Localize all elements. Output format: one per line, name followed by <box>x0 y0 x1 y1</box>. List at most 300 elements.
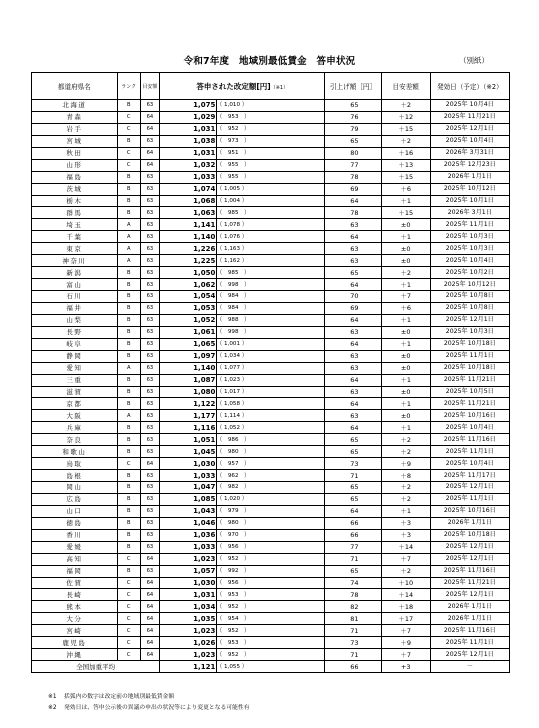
revised-wage-cell: 1,122 <box>160 398 216 410</box>
table-row <box>32 410 510 422</box>
revised-wage-cell: 1,046 <box>160 517 216 529</box>
table-row <box>32 207 510 219</box>
average-increase-cell: 66 <box>325 661 381 673</box>
increase-cell: 63 <box>325 326 381 338</box>
revised-wage-cell: 1,050 <box>160 267 216 279</box>
revised-wage-cell: 1,032 <box>160 159 216 171</box>
table-row <box>32 135 510 147</box>
effective-date-cell: 2025年 11月1日 <box>430 350 509 362</box>
prefecture-cell: 青森 <box>32 111 118 123</box>
guideline-diff-cell: ＋15 <box>381 171 430 183</box>
revised-wage-cell: 1,023 <box>160 625 216 637</box>
increase-cell: 63 <box>325 410 381 422</box>
rank-cell: B <box>117 135 140 147</box>
revised-wage-cell: 1,097 <box>160 350 216 362</box>
guideline-cell: 63 <box>140 482 160 494</box>
effective-date-cell: 2025年 11月1日 <box>430 493 509 505</box>
guideline-diff-cell: ＋12 <box>381 111 430 123</box>
prefecture-cell: 山梨 <box>32 314 118 326</box>
increase-cell: 66 <box>325 517 381 529</box>
revised-wage-cell: 1,031 <box>160 123 216 135</box>
prefecture-cell: 茨城 <box>32 183 118 195</box>
guideline-diff-cell: ±0 <box>381 219 430 231</box>
effective-date-cell: 2025年 11月16日 <box>430 565 509 577</box>
previous-wage-cell: （ 952 ） <box>216 601 325 613</box>
previous-wage-cell: （ 973 ） <box>216 135 325 147</box>
effective-date-cell: 2025年 10月18日 <box>430 338 509 350</box>
increase-cell: 70 <box>325 291 381 303</box>
effective-date-cell: 2025年 11月16日 <box>430 434 509 446</box>
prefecture-cell: 福岡 <box>32 565 118 577</box>
table-row <box>32 183 510 195</box>
effective-date-cell: 2026年 1月1日 <box>430 171 509 183</box>
guideline-diff-cell: ＋2 <box>381 267 430 279</box>
guideline-cell: 63 <box>140 386 160 398</box>
prefecture-cell: 長崎 <box>32 589 118 601</box>
guideline-cell: 64 <box>140 147 160 159</box>
prefecture-cell: 山形 <box>32 159 118 171</box>
previous-wage-cell: （ 985 ） <box>216 207 325 219</box>
revised-wage-cell: 1,054 <box>160 291 216 303</box>
rank-cell: A <box>117 219 140 231</box>
table-row <box>32 422 510 434</box>
table-header-row <box>32 73 510 100</box>
table-body <box>32 100 510 673</box>
effective-date-cell: 2025年 11月16日 <box>430 625 509 637</box>
rank-cell: B <box>117 422 140 434</box>
previous-wage-cell: （ 1,034 ） <box>216 350 325 362</box>
rank-cell: B <box>117 171 140 183</box>
table-row <box>32 529 510 541</box>
rank-cell: A <box>117 410 140 422</box>
table-row <box>32 231 510 243</box>
prefecture-cell: 埼玉 <box>32 219 118 231</box>
previous-wage-cell: （ 1,001 ） <box>216 338 325 350</box>
guideline-cell: 63 <box>140 529 160 541</box>
increase-cell: 79 <box>325 123 381 135</box>
table-row <box>32 147 510 159</box>
effective-date-cell: 2025年 12月1日 <box>430 482 509 494</box>
guideline-diff-cell: ＋1 <box>381 314 430 326</box>
prefecture-cell: 愛知 <box>32 362 118 374</box>
increase-cell: 63 <box>325 386 381 398</box>
effective-date-cell: 2025年 12月1日 <box>430 541 509 553</box>
guideline-cell: 63 <box>140 100 160 112</box>
guideline-cell: 63 <box>140 565 160 577</box>
table-row <box>32 625 510 637</box>
guideline-diff-cell: ＋2 <box>381 100 430 112</box>
rank-cell: A <box>117 362 140 374</box>
table-row <box>32 601 510 613</box>
prefecture-cell: 和歌山 <box>32 446 118 458</box>
average-row <box>32 661 510 673</box>
effective-date-cell: 2025年 10月12日 <box>430 279 509 291</box>
previous-wage-cell: （ 1,052 ） <box>216 422 325 434</box>
rank-cell: C <box>117 111 140 123</box>
table-row <box>32 470 510 482</box>
guideline-cell: 63 <box>140 398 160 410</box>
effective-date-cell: 2025年 10月4日 <box>430 422 509 434</box>
table-row <box>32 553 510 565</box>
guideline-cell: 63 <box>140 434 160 446</box>
effective-date-cell: 2025年 10月3日 <box>430 326 509 338</box>
effective-date-cell: 2025年 10月4日 <box>430 458 509 470</box>
table-row <box>32 458 510 470</box>
guideline-cell: 63 <box>140 470 160 482</box>
prefecture-cell: 沖縄 <box>32 649 118 661</box>
increase-cell: 74 <box>325 577 381 589</box>
increase-cell: 64 <box>325 505 381 517</box>
increase-cell: 63 <box>325 350 381 362</box>
guideline-diff-cell: ＋15 <box>381 207 430 219</box>
revised-wage-cell: 1,023 <box>160 553 216 565</box>
annex-label: （別紙） <box>459 56 489 65</box>
table-row <box>32 291 510 303</box>
guideline-cell: 63 <box>140 135 160 147</box>
prefecture-cell: 兵庫 <box>32 422 118 434</box>
previous-wage-cell: （ 952 ） <box>216 625 325 637</box>
guideline-cell: 64 <box>140 159 160 171</box>
revised-wage-cell: 1,033 <box>160 541 216 553</box>
rank-cell: B <box>117 565 140 577</box>
guideline-cell: 63 <box>140 422 160 434</box>
increase-cell: 63 <box>325 243 381 255</box>
prefecture-cell: 三重 <box>32 374 118 386</box>
previous-wage-cell: （ 1,077 ） <box>216 362 325 374</box>
rank-cell: B <box>117 374 140 386</box>
average-date-cell: － <box>430 661 509 673</box>
guideline-cell: 63 <box>140 267 160 279</box>
effective-date-cell: 2026年 1月1日 <box>430 601 509 613</box>
rank-cell: C <box>117 123 140 135</box>
guideline-diff-cell: ＋9 <box>381 637 430 649</box>
revised-wage-cell: 1,177 <box>160 410 216 422</box>
previous-wage-cell: （ 970 ） <box>216 529 325 541</box>
guideline-cell: 63 <box>140 314 160 326</box>
prefecture-cell: 岩手 <box>32 123 118 135</box>
guideline-diff-cell: ＋7 <box>381 649 430 661</box>
guideline-cell: 64 <box>140 613 160 625</box>
previous-wage-cell: （ 957 ） <box>216 458 325 470</box>
rank-cell: B <box>117 517 140 529</box>
revised-wage-cell: 1,033 <box>160 470 216 482</box>
revised-wage-cell: 1,085 <box>160 493 216 505</box>
guideline-diff-cell: ＋6 <box>381 302 430 314</box>
guideline-diff-cell: ±0 <box>381 410 430 422</box>
rank-cell: B <box>117 482 140 494</box>
rank-cell: A <box>117 231 140 243</box>
rank-cell: B <box>117 314 140 326</box>
guideline-cell: 63 <box>140 255 160 267</box>
guideline-diff-cell: ＋2 <box>381 493 430 505</box>
table-row <box>32 517 510 529</box>
increase-cell: 64 <box>325 398 381 410</box>
effective-date-cell: 2025年 11月1日 <box>430 446 509 458</box>
previous-wage-cell: （ 1,058 ） <box>216 398 325 410</box>
table-row <box>32 159 510 171</box>
guideline-cell: 64 <box>140 111 160 123</box>
increase-cell: 64 <box>325 231 381 243</box>
rank-cell: B <box>117 541 140 553</box>
previous-wage-cell: （ 962 ） <box>216 470 325 482</box>
effective-date-cell: 2025年 10月3日 <box>430 231 509 243</box>
table-row <box>32 171 510 183</box>
prefecture-cell: 宮崎 <box>32 625 118 637</box>
increase-cell: 63 <box>325 255 381 267</box>
effective-date-cell: 2025年 11月21日 <box>430 398 509 410</box>
increase-cell: 64 <box>325 338 381 350</box>
revised-wage-cell: 1,087 <box>160 374 216 386</box>
table-row <box>32 267 510 279</box>
revised-wage-cell: 1,063 <box>160 207 216 219</box>
effective-date-cell: 2025年 10月4日 <box>430 255 509 267</box>
header-revised-wage: 答申された改定額[円]（※1） <box>160 73 325 100</box>
table-row <box>32 350 510 362</box>
guideline-diff-cell: ＋8 <box>381 470 430 482</box>
previous-wage-cell: （ 953 ） <box>216 637 325 649</box>
rank-cell: B <box>117 470 140 482</box>
previous-wage-cell: （ 979 ） <box>216 505 325 517</box>
header-rank: ランク <box>117 73 140 100</box>
rank-cell: C <box>117 147 140 159</box>
effective-date-cell: 2025年 10月5日 <box>430 386 509 398</box>
prefecture-cell: 東京 <box>32 243 118 255</box>
effective-date-cell: 2025年 12月1日 <box>430 123 509 135</box>
guideline-diff-cell: ＋14 <box>381 541 430 553</box>
revised-wage-cell: 1,047 <box>160 482 216 494</box>
prefecture-cell: 北海道 <box>32 100 118 112</box>
guideline-diff-cell: ＋14 <box>381 589 430 601</box>
rank-cell: C <box>117 649 140 661</box>
prefecture-cell: 奈良 <box>32 434 118 446</box>
guideline-cell: 63 <box>140 493 160 505</box>
revised-wage-cell: 1,026 <box>160 637 216 649</box>
guideline-diff-cell: ＋3 <box>381 529 430 541</box>
increase-cell: 63 <box>325 219 381 231</box>
revised-wage-cell: 1,053 <box>160 302 216 314</box>
prefecture-cell: 千葉 <box>32 231 118 243</box>
table-row <box>32 100 510 112</box>
increase-cell: 66 <box>325 529 381 541</box>
guideline-cell: 63 <box>140 338 160 350</box>
guideline-cell: 64 <box>140 577 160 589</box>
previous-wage-cell: （ 998 ） <box>216 326 325 338</box>
effective-date-cell: 2025年 12月1日 <box>430 314 509 326</box>
revised-wage-cell: 1,036 <box>160 529 216 541</box>
guideline-diff-cell: ＋2 <box>381 482 430 494</box>
prefecture-cell: 鳥取 <box>32 458 118 470</box>
effective-date-cell: 2025年 12月1日 <box>430 553 509 565</box>
prefecture-cell: 高知 <box>32 553 118 565</box>
revised-wage-cell: 1,116 <box>160 422 216 434</box>
rank-cell: B <box>117 291 140 303</box>
prefecture-cell: 長野 <box>32 326 118 338</box>
previous-wage-cell: （ 1,010 ） <box>216 100 325 112</box>
rank-cell: C <box>117 625 140 637</box>
increase-cell: 65 <box>325 565 381 577</box>
previous-wage-cell: （ 951 ） <box>216 147 325 159</box>
revised-wage-cell: 1,062 <box>160 279 216 291</box>
revised-wage-cell: 1,030 <box>160 577 216 589</box>
increase-cell: 71 <box>325 625 381 637</box>
previous-wage-cell: （ 984 ） <box>216 302 325 314</box>
revised-wage-cell: 1,030 <box>160 458 216 470</box>
table-row <box>32 493 510 505</box>
rank-cell: C <box>117 577 140 589</box>
revised-wage-cell: 1,075 <box>160 100 216 112</box>
table-row <box>32 434 510 446</box>
table-row <box>32 255 510 267</box>
table-row <box>32 111 510 123</box>
average-diff-cell: +3 <box>381 661 430 673</box>
revised-wage-cell: 1,225 <box>160 255 216 267</box>
guideline-diff-cell: ＋2 <box>381 434 430 446</box>
prefecture-cell: 佐賀 <box>32 577 118 589</box>
guideline-cell: 64 <box>140 458 160 470</box>
guideline-cell: 64 <box>140 625 160 637</box>
rank-cell: B <box>117 326 140 338</box>
guideline-cell: 63 <box>140 541 160 553</box>
table-row <box>32 302 510 314</box>
increase-cell: 65 <box>325 100 381 112</box>
increase-cell: 63 <box>325 362 381 374</box>
previous-wage-cell: （ 988 ） <box>216 314 325 326</box>
increase-cell: 81 <box>325 613 381 625</box>
guideline-diff-cell: ＋1 <box>381 195 430 207</box>
increase-cell: 71 <box>325 553 381 565</box>
footnotes <box>48 692 250 713</box>
guideline-diff-cell: ＋18 <box>381 601 430 613</box>
rank-cell: B <box>117 446 140 458</box>
previous-wage-cell: （ 982 ） <box>216 482 325 494</box>
previous-wage-cell: （ 980 ） <box>216 517 325 529</box>
prefecture-cell: 宮城 <box>32 135 118 147</box>
previous-wage-cell: （ 955 ） <box>216 159 325 171</box>
prefecture-cell: 秋田 <box>32 147 118 159</box>
increase-cell: 82 <box>325 601 381 613</box>
increase-cell: 80 <box>325 147 381 159</box>
previous-wage-cell: （ 992 ） <box>216 565 325 577</box>
previous-wage-cell: （ 1,020 ） <box>216 493 325 505</box>
guideline-diff-cell: ＋1 <box>381 422 430 434</box>
rank-cell: C <box>117 159 140 171</box>
rank-cell: C <box>117 553 140 565</box>
previous-wage-cell: （ 1,162 ） <box>216 255 325 267</box>
increase-cell: 65 <box>325 482 381 494</box>
revised-wage-cell: 1,034 <box>160 601 216 613</box>
header-effective-date: 発効日（予定）（※2） <box>430 73 509 100</box>
table-row <box>32 577 510 589</box>
prefecture-cell: 山口 <box>32 505 118 517</box>
revised-wage-cell: 1,080 <box>160 386 216 398</box>
revised-wage-cell: 1,023 <box>160 649 216 661</box>
prefecture-cell: 京都 <box>32 398 118 410</box>
increase-cell: 76 <box>325 111 381 123</box>
increase-cell: 64 <box>325 374 381 386</box>
rank-cell: B <box>117 302 140 314</box>
guideline-diff-cell: ＋1 <box>381 231 430 243</box>
table-row <box>32 123 510 135</box>
increase-cell: 69 <box>325 302 381 314</box>
rank-cell: B <box>117 505 140 517</box>
effective-date-cell: 2025年 10月2日 <box>430 267 509 279</box>
previous-wage-cell: （ 986 ） <box>216 434 325 446</box>
previous-wage-cell: （ 1,163 ） <box>216 243 325 255</box>
rank-cell: B <box>117 267 140 279</box>
revised-wage-cell: 1,031 <box>160 589 216 601</box>
effective-date-cell: 2026年 1月1日 <box>430 517 509 529</box>
guideline-cell: 64 <box>140 601 160 613</box>
guideline-cell: 63 <box>140 374 160 386</box>
rank-cell: C <box>117 601 140 613</box>
guideline-cell: 63 <box>140 231 160 243</box>
guideline-diff-cell: ＋1 <box>381 279 430 291</box>
table-row <box>32 398 510 410</box>
minimum-wage-table <box>31 72 510 673</box>
prefecture-cell: 愛媛 <box>32 541 118 553</box>
revised-wage-cell: 1,068 <box>160 195 216 207</box>
effective-date-cell: 2025年 10月16日 <box>430 410 509 422</box>
previous-wage-cell: （ 956 ） <box>216 541 325 553</box>
table-row <box>32 362 510 374</box>
previous-wage-cell: （ 998 ） <box>216 279 325 291</box>
guideline-diff-cell: ＋9 <box>381 458 430 470</box>
guideline-cell: 64 <box>140 123 160 135</box>
rank-cell: C <box>117 589 140 601</box>
increase-cell: 64 <box>325 314 381 326</box>
table-row <box>32 279 510 291</box>
revised-wage-cell: 1,051 <box>160 434 216 446</box>
rank-cell: A <box>117 243 140 255</box>
revised-wage-cell: 1,038 <box>160 135 216 147</box>
guideline-cell: 63 <box>140 243 160 255</box>
table-row <box>32 482 510 494</box>
table-row <box>32 326 510 338</box>
guideline-cell: 63 <box>140 505 160 517</box>
guideline-cell: 63 <box>140 171 160 183</box>
guideline-diff-cell: ＋3 <box>381 517 430 529</box>
header-prefecture: 都道府県名 <box>32 73 118 100</box>
effective-date-cell: 2025年 10月12日 <box>430 183 509 195</box>
effective-date-cell: 2025年 11月21日 <box>430 111 509 123</box>
rank-cell: C <box>117 613 140 625</box>
rank-cell: B <box>117 529 140 541</box>
guideline-diff-cell: ＋15 <box>381 123 430 135</box>
revised-wage-cell: 1,043 <box>160 505 216 517</box>
increase-cell: 65 <box>325 493 381 505</box>
effective-date-cell: 2025年 11月1日 <box>430 219 509 231</box>
effective-date-cell: 2025年 10月18日 <box>430 362 509 374</box>
table-row <box>32 637 510 649</box>
increase-cell: 65 <box>325 434 381 446</box>
previous-wage-cell: （ 954 ） <box>216 613 325 625</box>
revised-wage-cell: 1,141 <box>160 219 216 231</box>
rank-cell: A <box>117 255 140 267</box>
guideline-diff-cell: ＋2 <box>381 565 430 577</box>
guideline-diff-cell: ±0 <box>381 326 430 338</box>
revised-wage-cell: 1,061 <box>160 326 216 338</box>
increase-cell: 77 <box>325 541 381 553</box>
prefecture-cell: 滋賀 <box>32 386 118 398</box>
guideline-cell: 63 <box>140 219 160 231</box>
guideline-diff-cell: ±0 <box>381 362 430 374</box>
table-row <box>32 219 510 231</box>
previous-wage-cell: （ 1,023 ） <box>216 374 325 386</box>
rank-cell: B <box>117 398 140 410</box>
footnote-1: ※1 括弧内の数字は改定前の地域別最低賃金額 <box>48 694 175 700</box>
previous-wage-cell: （ 980 ） <box>216 446 325 458</box>
revised-wage-cell: 1,226 <box>160 243 216 255</box>
